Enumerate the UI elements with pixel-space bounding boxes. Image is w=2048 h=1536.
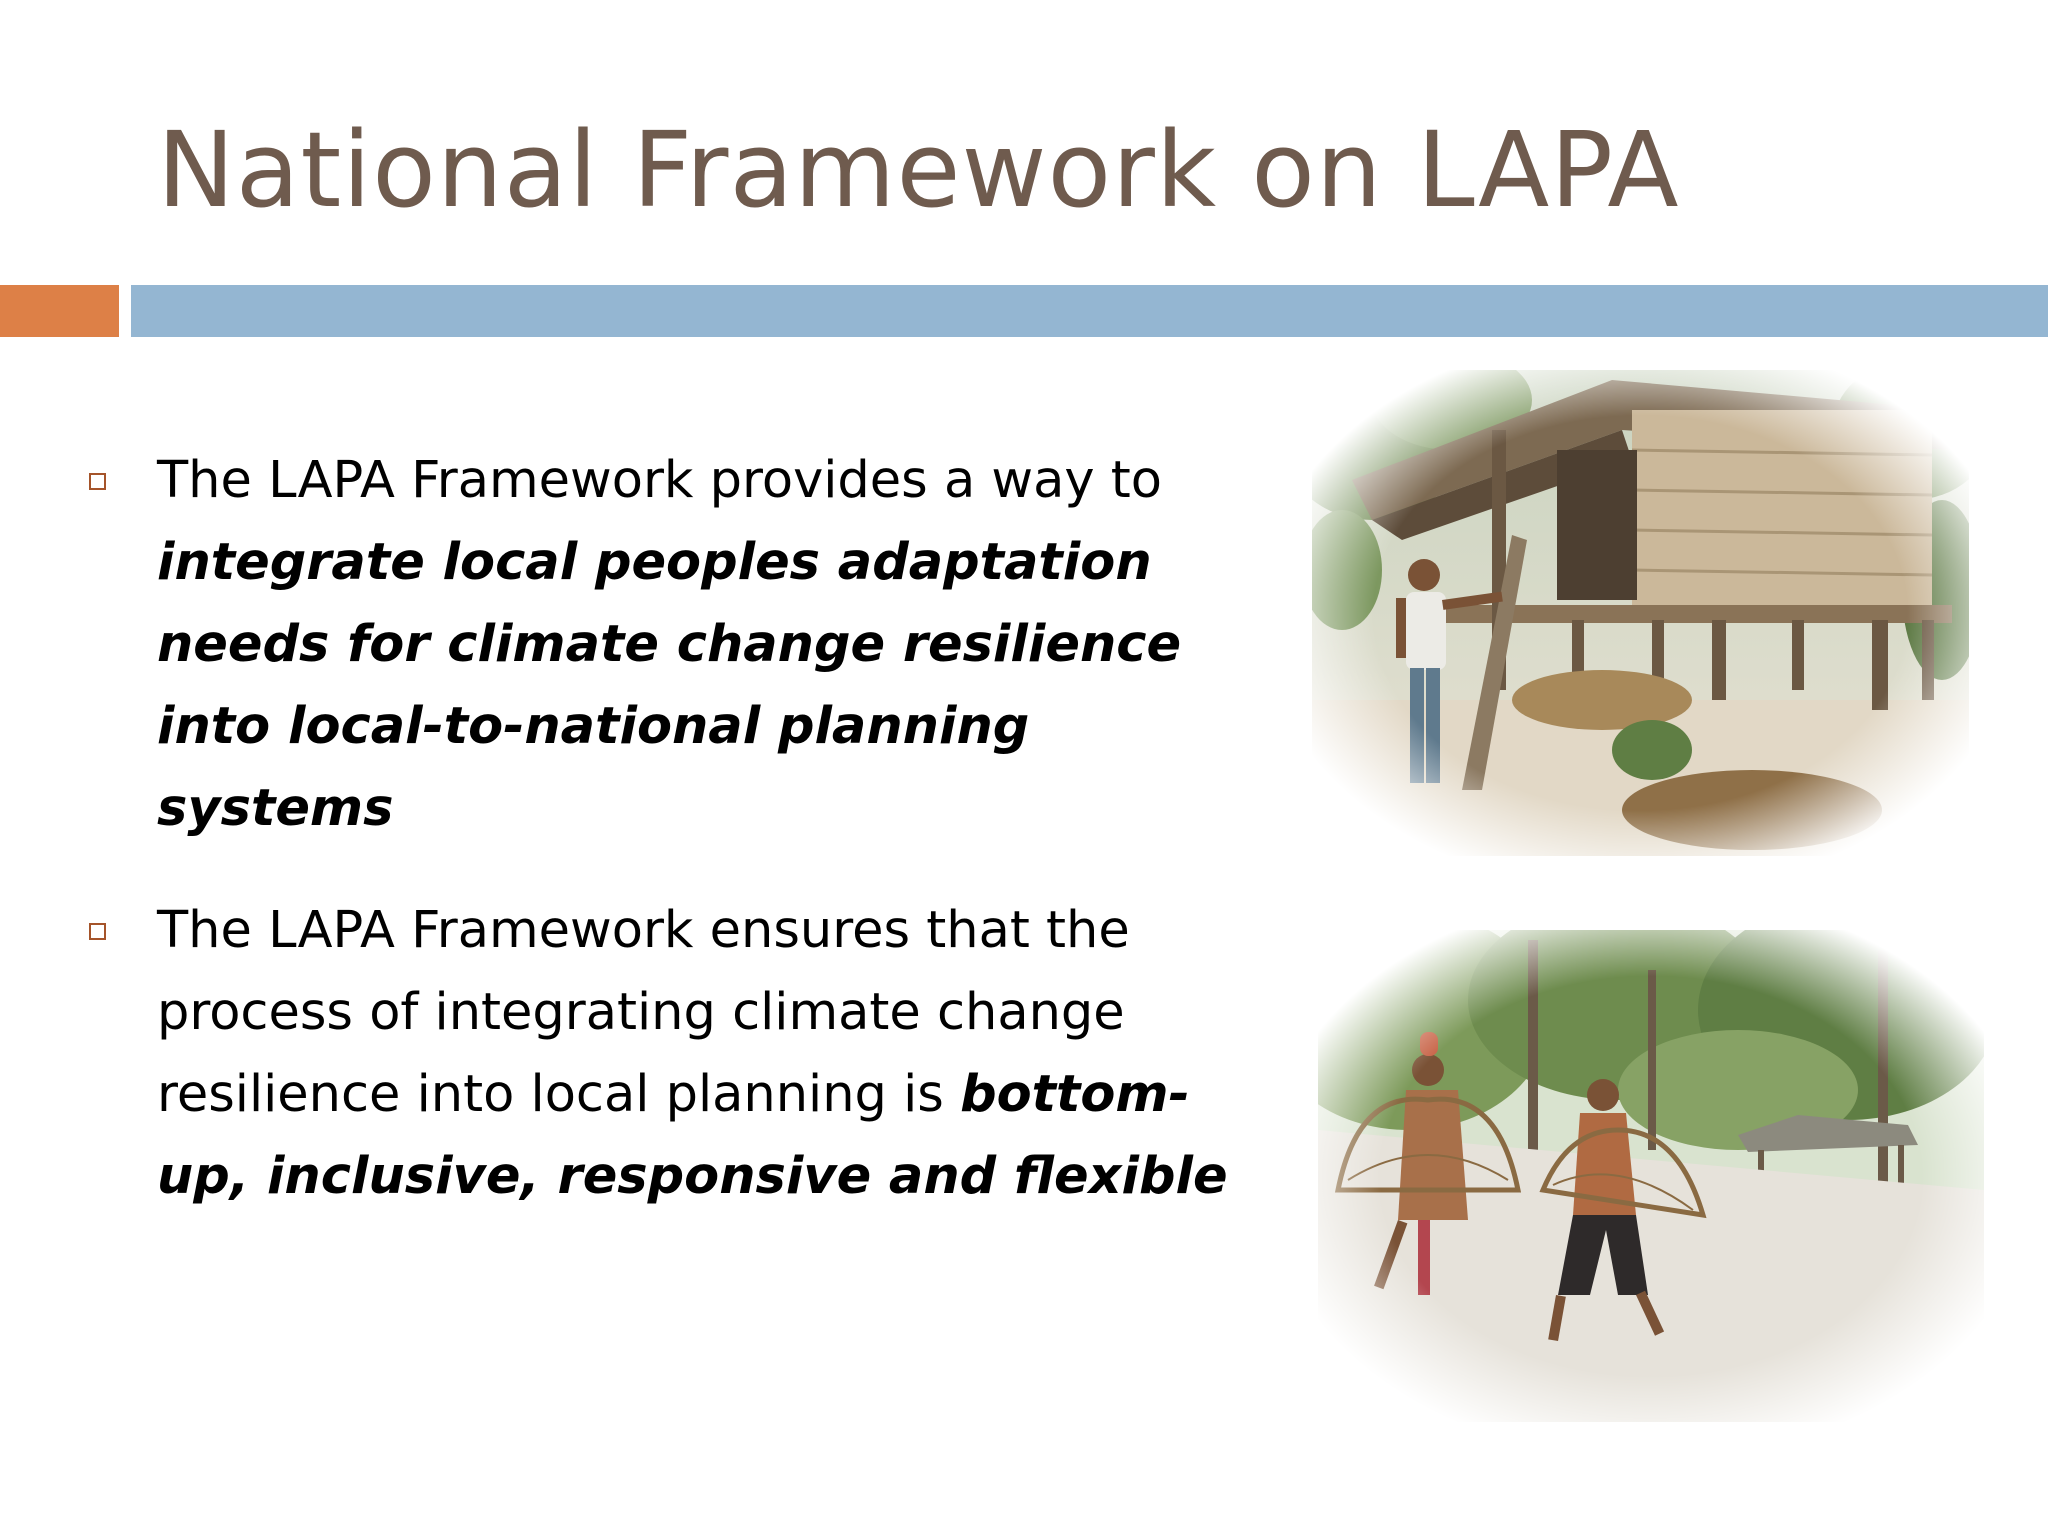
bullet-text — [157, 440, 1262, 850]
square-bullet-icon — [89, 923, 106, 940]
bullet-text — [157, 890, 1262, 1218]
women-walking-illustration — [1318, 930, 1984, 1422]
photo-stilt-house — [1312, 370, 1969, 856]
bullet-text-plain: The LAPA Framework ensures that the process of integrating climate change resilience into local planning is — [157, 901, 1130, 1124]
slide-title: National Framework on LAPA — [157, 109, 1680, 231]
photo-women-walking — [1318, 930, 1984, 1422]
square-bullet-icon — [89, 473, 106, 490]
accent-bar — [0, 285, 119, 337]
bullet-text-plain: The LAPA Framework provides a way to — [157, 451, 1162, 510]
header-bar — [131, 285, 2048, 337]
bullet-text-emphasis: bottom-up, inclusive, responsive and flexible — [157, 1065, 1228, 1206]
bullet-text-emphasis: integrate local peoples adaptation needs for climate change resilience into local-to-national planning systems — [157, 533, 1182, 838]
stilt-house-illustration — [1312, 370, 1969, 856]
